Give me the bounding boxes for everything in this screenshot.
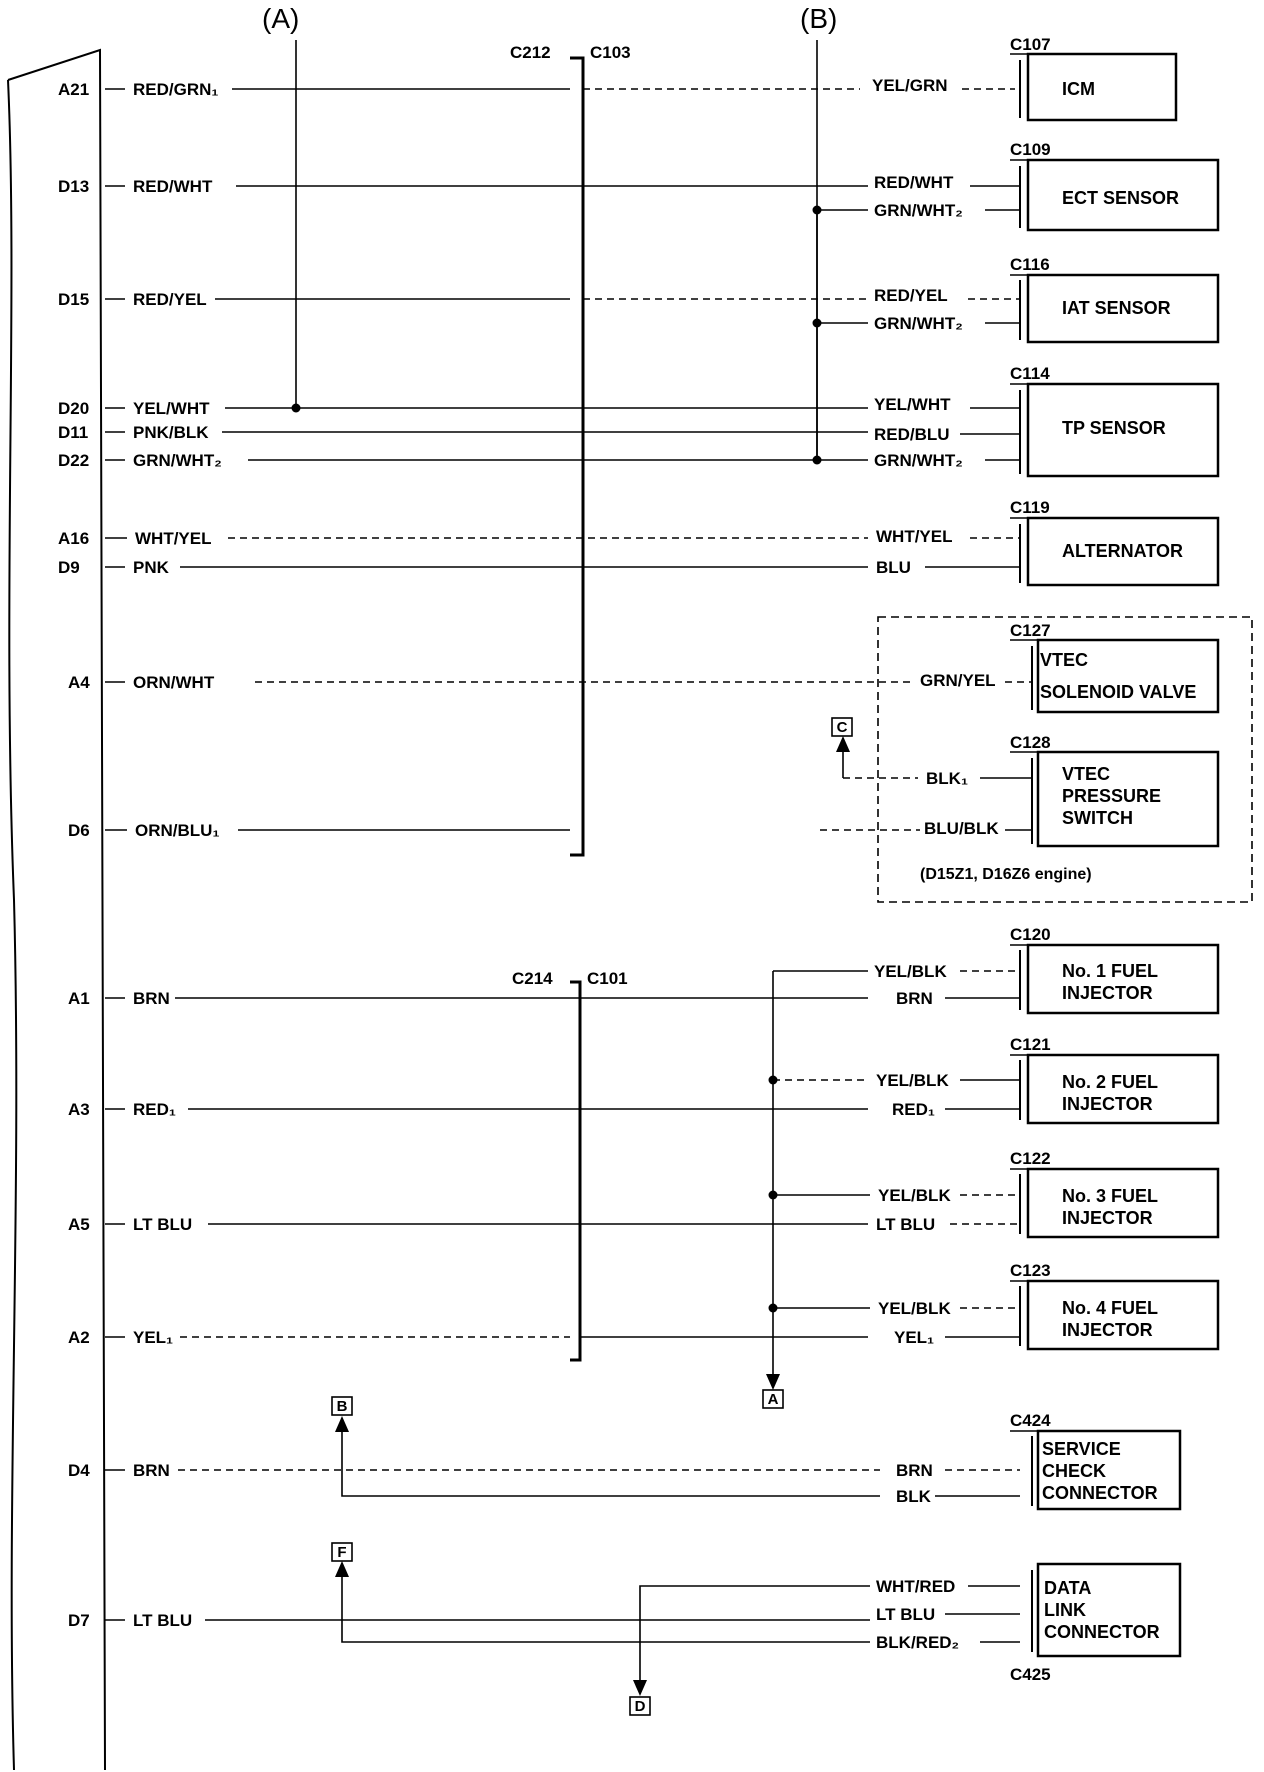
wire-d13-left: RED/WHT — [133, 177, 213, 196]
pin-a2: A2 — [68, 1328, 90, 1347]
wire-inj3-b: LT BLU — [876, 1215, 936, 1234]
wire-a5-left: LT BLU — [133, 1215, 193, 1234]
wire-ect-2: GRN/WHT₂ — [874, 201, 963, 220]
vtec-note: (D15Z1, D16Z6 engine) — [920, 866, 1092, 883]
wire-icm: YEL/GRN — [872, 76, 948, 95]
dlc-label-1: DATA — [1044, 1578, 1092, 1598]
splice-c212-c103 — [510, 43, 631, 855]
wire-alt-1: WHT/YEL — [876, 527, 953, 546]
wire-d6-left: ORN/BLU₁ — [135, 821, 220, 840]
wire-d22-left: GRN/WHT₂ — [133, 451, 222, 470]
ref-label-a: (A) — [262, 3, 300, 34]
component-ect-sensor — [1010, 140, 1218, 230]
component-tp-sensor — [1010, 364, 1218, 476]
wire-tp-3: GRN/WHT₂ — [874, 451, 963, 470]
pin-d13: D13 — [58, 177, 90, 196]
wire-d20-left: YEL/WHT — [133, 399, 210, 418]
wire-d4-left: BRN — [133, 1461, 170, 1480]
pin-d9: D9 — [58, 558, 80, 577]
tp-label: TP SENSOR — [1062, 418, 1166, 438]
arrow-up-icon — [836, 736, 850, 752]
junction-dot — [769, 1304, 778, 1313]
svg-text:A: A — [767, 1391, 779, 1408]
inj4-label-2: INJECTOR — [1062, 1320, 1153, 1340]
ref-tag-d — [630, 1697, 650, 1715]
c214-label: C214 — [512, 969, 553, 988]
ecm-body — [8, 50, 105, 1770]
vtec-sol-label-2: SOLENOID VALVE — [1040, 682, 1197, 702]
connector-c114: C114 — [1010, 364, 1050, 383]
wire-tp-1: YEL/WHT — [874, 395, 951, 414]
inj1-label-1: No. 1 FUEL — [1062, 961, 1159, 981]
svg-text:F: F — [337, 1544, 347, 1561]
pin-a4: A4 — [68, 673, 90, 692]
wire-vtec-ps-1: BLK₁ — [926, 769, 968, 788]
arrow-up-icon — [335, 1561, 349, 1577]
wire-dlc-1: WHT/RED — [876, 1577, 956, 1596]
component-vtec-pressure-switch — [1010, 733, 1218, 846]
wire-inj1-a: YEL/BLK — [874, 962, 947, 981]
c212-label: C212 — [510, 43, 551, 62]
wire-inj4-b: YEL₁ — [894, 1328, 935, 1347]
c103-label: C103 — [590, 43, 631, 62]
connector-c122: C122 — [1010, 1149, 1051, 1168]
arrow-down-icon — [766, 1374, 780, 1390]
wire-dlc-3: BLK/RED₂ — [876, 1633, 960, 1652]
wire-alt-2: BLU — [876, 558, 911, 577]
component-injector-3 — [1010, 1149, 1218, 1237]
ect-label: ECT SENSOR — [1062, 188, 1180, 208]
junction-dot — [292, 404, 301, 413]
wire-a21-left: RED/GRN₁ — [133, 80, 219, 99]
component-alternator — [1010, 498, 1218, 585]
component-iat-sensor — [1010, 255, 1218, 342]
wire-a3-left: RED₁ — [133, 1100, 176, 1119]
component-data-link-connector — [1010, 1564, 1180, 1684]
connector-c107: C107 — [1010, 35, 1051, 54]
vtec-ps-label-3: SWITCH — [1062, 808, 1133, 828]
pin-a1: A1 — [68, 989, 90, 1008]
inj2-label-2: INJECTOR — [1062, 1094, 1153, 1114]
dlc-label-2: LINK — [1044, 1600, 1086, 1620]
wire-inj2-a: YEL/BLK — [876, 1071, 949, 1090]
vtec-ps-label-1: VTEC — [1062, 764, 1111, 784]
connector-c425: C425 — [1010, 1665, 1051, 1684]
pin-a21: A21 — [58, 80, 90, 99]
inj1-label-2: INJECTOR — [1062, 983, 1153, 1003]
wire-a1-left: BRN — [133, 989, 170, 1008]
connector-c424: C424 — [1010, 1411, 1051, 1430]
component-injector-2 — [1010, 1035, 1218, 1123]
svg-text:B: B — [336, 1398, 348, 1415]
arrow-down-icon — [633, 1680, 647, 1696]
vtec-ps-label-2: PRESSURE — [1062, 786, 1162, 806]
wire-inj3-a: YEL/BLK — [878, 1186, 951, 1205]
wire-vtec-sol: GRN/YEL — [920, 671, 996, 690]
pin-d15: D15 — [58, 290, 90, 309]
ref-tag-c — [832, 718, 852, 736]
component-service-check-connector — [1010, 1411, 1180, 1509]
ref-label-b: (B) — [800, 3, 838, 34]
connector-c121: C121 — [1010, 1035, 1051, 1054]
arrow-up-icon — [335, 1416, 349, 1432]
pin-d20: D20 — [58, 399, 90, 418]
pin-a5: A5 — [68, 1215, 90, 1234]
dlc-label-3: CONNECTOR — [1044, 1622, 1160, 1642]
wire-iat-2: GRN/WHT₂ — [874, 314, 963, 333]
inj2-label-1: No. 2 FUEL — [1062, 1072, 1159, 1092]
junction-dot — [769, 1191, 778, 1200]
icm-label: ICM — [1062, 79, 1095, 99]
wire-a4-left: ORN/WHT — [133, 673, 215, 692]
wire-ect-1: RED/WHT — [874, 173, 954, 192]
connector-c109: C109 — [1010, 140, 1051, 159]
vtec-sol-label-1: VTEC — [1040, 650, 1089, 670]
splice-c214-c101 — [512, 969, 628, 1360]
scc-label-3: CONNECTOR — [1042, 1483, 1158, 1503]
wire-d7-left: LT BLU — [133, 1611, 193, 1630]
wire-scc-1: BRN — [896, 1461, 933, 1480]
component-vtec-solenoid — [1010, 621, 1218, 712]
connector-c127: C127 — [1010, 621, 1051, 640]
pin-a3: A3 — [68, 1100, 90, 1119]
ref-tag-f — [332, 1543, 352, 1561]
wire-dlc-2: LT BLU — [876, 1605, 936, 1624]
wire-d9-left: PNK — [133, 558, 169, 577]
wire-a16-left: WHT/YEL — [135, 529, 212, 548]
connector-c119: C119 — [1010, 498, 1050, 517]
junction-dot — [769, 1076, 778, 1085]
pin-d6: D6 — [68, 821, 90, 840]
wire-tp-2: RED/BLU — [874, 425, 950, 444]
svg-text:C: C — [836, 719, 848, 736]
inj3-label-1: No. 3 FUEL — [1062, 1186, 1159, 1206]
connector-c123: C123 — [1010, 1261, 1051, 1280]
wire-inj1-b: BRN — [896, 989, 933, 1008]
wire-d11-left: PNK/BLK — [133, 423, 209, 442]
scc-label-1: SERVICE — [1042, 1439, 1121, 1459]
svg-text:D: D — [634, 1698, 646, 1715]
iat-label: IAT SENSOR — [1062, 298, 1171, 318]
wire-iat-1: RED/YEL — [874, 286, 948, 305]
inj4-label-1: No. 4 FUEL — [1062, 1298, 1159, 1318]
ref-tag-b — [332, 1397, 352, 1415]
ref-tag-a — [763, 1390, 783, 1408]
component-injector-1 — [1010, 925, 1218, 1013]
wire-a2-left: YEL₁ — [133, 1328, 174, 1347]
wire-d15-left: RED/YEL — [133, 290, 207, 309]
connector-c120: C120 — [1010, 925, 1051, 944]
component-icm — [1010, 35, 1176, 120]
pin-d11: D11 — [58, 423, 89, 442]
connector-c116: C116 — [1010, 255, 1050, 274]
scc-label-2: CHECK — [1042, 1461, 1107, 1481]
pin-d22: D22 — [58, 451, 90, 470]
c101-label: C101 — [587, 969, 628, 988]
component-injector-4 — [1010, 1261, 1218, 1349]
wire-vtec-ps-2: BLU/BLK — [924, 819, 999, 838]
wire-inj4-a: YEL/BLK — [878, 1299, 951, 1318]
pin-a16: A16 — [58, 529, 90, 548]
wire-scc-2: BLK — [896, 1487, 931, 1506]
alternator-label: ALTERNATOR — [1062, 541, 1183, 561]
inj3-label-2: INJECTOR — [1062, 1208, 1153, 1228]
pin-d4: D4 — [68, 1461, 90, 1480]
wire-inj2-b: RED₁ — [892, 1100, 935, 1119]
connector-c128: C128 — [1010, 733, 1051, 752]
pin-d7: D7 — [68, 1611, 90, 1630]
